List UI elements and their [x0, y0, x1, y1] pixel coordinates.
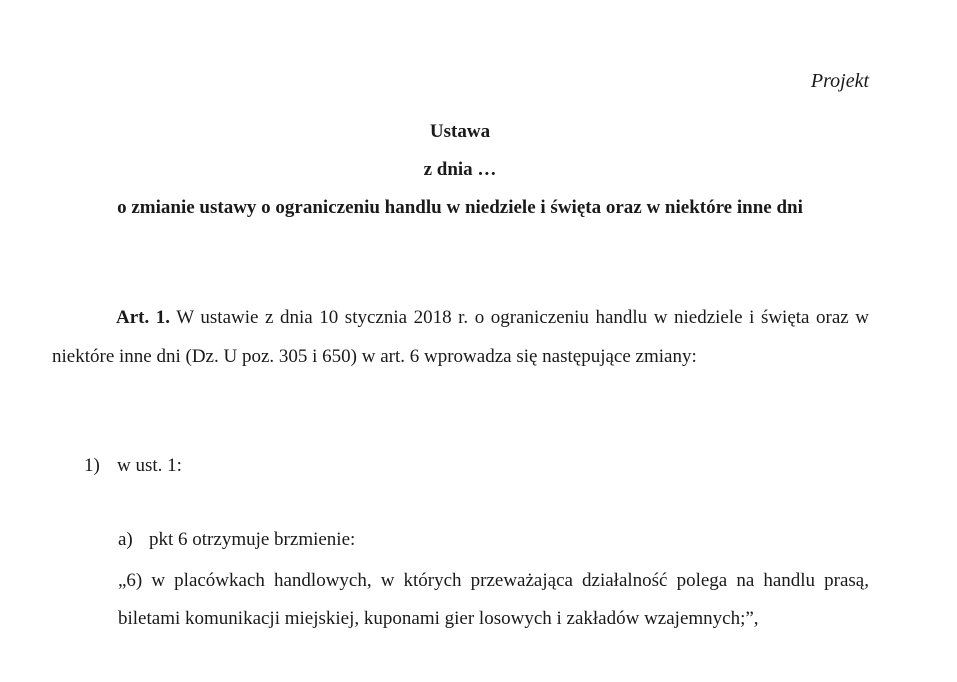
list-item-point-1 [84, 455, 182, 477]
list-item-letter-a [118, 529, 355, 551]
act-date-heading: z dnia … [423, 159, 497, 180]
document-status-label: Projekt [810, 70, 869, 92]
letter-text: pkt 6 otrzymuje brzmienie: [149, 529, 356, 550]
article-text: W ustawie z dnia 10 stycznia 2018 r. o ograniczeniu handlu w niedziele i święta oraz w niektóre inne dni (Dz. U poz. 305 i 650) w art. 6 wprowadza się następujące zmiany: [52, 307, 870, 367]
point-number: 1) [84, 455, 100, 476]
point-text: w ust. 1: [117, 455, 182, 476]
act-subject-heading: o zmianie ustawy o ograniczeniu handlu w niedziele i święta oraz w niektóre inne dni [117, 197, 803, 218]
act-type-heading: Ustawa [429, 121, 491, 142]
letter-label: a) [118, 529, 133, 550]
quoted-provision: „6) w placówkach handlowych, w których przeważająca działalność polega na handlu prasą, biletami komunikacji miejskiej, kuponami gier losowych i zakładów wzajemnych;”, [118, 570, 869, 629]
article-label: Art. 1. [116, 307, 171, 328]
article-paragraph [52, 299, 869, 376]
